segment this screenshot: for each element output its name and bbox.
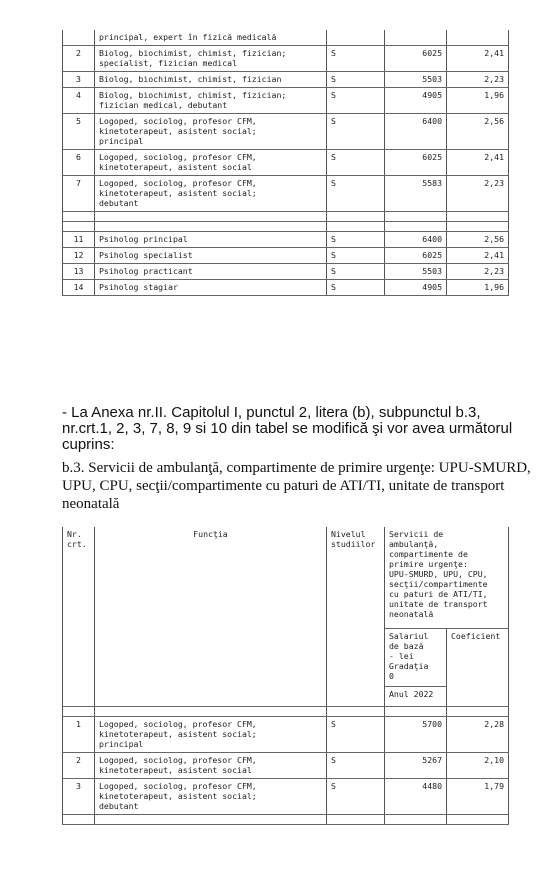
header-anul: Anul 2022 [385, 687, 447, 707]
coefficient-cell: 2,41 [447, 248, 509, 264]
header-nivelul-studiilor: Nivelul studiilor [327, 527, 385, 707]
header-coeficient: Coeficient [447, 629, 509, 707]
row-number: 6 [63, 150, 95, 176]
row-number: 2 [63, 753, 95, 779]
function-cell: Biolog, biochimist, chimist, fizician [95, 72, 327, 88]
base-salary-cell: 5583 [385, 176, 447, 212]
header-nr: Nr. crt. [63, 527, 95, 707]
table-row [63, 280, 509, 296]
salary-table-continued [62, 30, 509, 296]
table-gap-row [63, 212, 509, 222]
coefficient-cell: 2,41 [447, 46, 509, 72]
table-row [63, 176, 509, 212]
study-level-cell: S [327, 72, 385, 88]
base-salary-cell: 6025 [385, 46, 447, 72]
function-cell: Logoped, sociolog, profesor CFM, kinetoterapeut, asistent social [95, 753, 327, 779]
study-level-cell: S [327, 753, 385, 779]
table-gap-row [63, 815, 509, 825]
function-cell: Logoped, sociolog, profesor CFM, kinetoterapeut, asistent social; debutant [95, 779, 327, 815]
coefficient-cell: 1,96 [447, 88, 509, 114]
table-header-row [63, 527, 509, 629]
function-cell: Biolog, biochimist, chimist, fizician; fizician medical, debutant [95, 88, 327, 114]
base-salary-cell: 6025 [385, 150, 447, 176]
table-row [63, 30, 509, 46]
function-cell: Psiholog stagiar [95, 280, 327, 296]
base-salary-cell: 6025 [385, 248, 447, 264]
header-functia: Funcţia [95, 527, 327, 707]
coefficient-cell: 1,79 [447, 779, 509, 815]
row-number: 4 [63, 88, 95, 114]
table-row [63, 150, 509, 176]
table-gap-row [63, 222, 509, 232]
function-cell: Logoped, sociolog, profesor CFM, kinetoterapeut, asistent social; debutant [95, 176, 327, 212]
study-level-cell: S [327, 114, 385, 150]
section-heading: b.3. Servicii de ambulanţă, compartimente de primire urgenţe: UPU-SMURD, UPU, CPU, secţii/compartimente cu paturi de ATI/TI, unitate de transport neonatală [62, 460, 531, 512]
table-row [63, 232, 509, 248]
base-salary-cell: 5267 [385, 753, 447, 779]
row-number: 2 [63, 46, 95, 72]
study-level-cell: S [327, 717, 385, 753]
coefficient-cell: 2,23 [447, 176, 509, 212]
row-number: 11 [63, 232, 95, 248]
coefficient-cell: 2,28 [447, 717, 509, 753]
function-cell: Psiholog principal [95, 232, 327, 248]
function-cell: Psiholog specialist [95, 248, 327, 264]
table-gap-row [63, 707, 509, 717]
base-salary-cell: 6400 [385, 232, 447, 248]
function-cell: Logoped, sociolog, profesor CFM, kinetoterapeut, asistent social [95, 150, 327, 176]
row-number: 13 [63, 264, 95, 280]
study-level-cell: S [327, 176, 385, 212]
base-salary-cell: 4905 [385, 280, 447, 296]
base-salary-cell: 6400 [385, 114, 447, 150]
base-salary-cell: 5503 [385, 72, 447, 88]
row-number: 5 [63, 114, 95, 150]
coefficient-cell: 2,23 [447, 72, 509, 88]
study-level-cell: S [327, 779, 385, 815]
row-number: 14 [63, 280, 95, 296]
study-level-cell: S [327, 280, 385, 296]
base-salary-cell: 5503 [385, 264, 447, 280]
coefficient-cell: 2,41 [447, 150, 509, 176]
study-level-cell: S [327, 88, 385, 114]
header-servicii: Servicii de ambulanţă, compartimente de primire urgenţe: UPU-SMURD, UPU, CPU, secţii/compartimente cu paturi de ATI/TI, unitate de transport neonatală [385, 527, 509, 629]
table-row [63, 114, 509, 150]
row-number: 1 [63, 717, 95, 753]
table-row [63, 717, 509, 753]
row-number: 3 [63, 72, 95, 88]
table-row [63, 753, 509, 779]
coefficient-cell: 2,56 [447, 114, 509, 150]
coefficient-cell: 1,96 [447, 280, 509, 296]
table-row [63, 88, 509, 114]
function-cell: principal, expert în fizică medicală [95, 30, 327, 46]
amendment-note: - La Anexa nr.II. Capitolul I, punctul 2, litera (b), subpunctul b.3, nr.crt.1, 2, 3, 7, 8, 9 si 10 din tabel se modifică şi vor avea următorul cuprins: [62, 404, 513, 453]
table-row [63, 264, 509, 280]
study-level-cell: S [327, 150, 385, 176]
table-row [63, 46, 509, 72]
study-level-cell: S [327, 232, 385, 248]
row-number: 7 [63, 176, 95, 212]
function-cell: Logoped, sociolog, profesor CFM, kinetoterapeut, asistent social; principal [95, 114, 327, 150]
study-level-cell: S [327, 46, 385, 72]
table-row [63, 779, 509, 815]
function-cell: Psiholog practicant [95, 264, 327, 280]
row-number: 3 [63, 779, 95, 815]
base-salary-cell: 4905 [385, 88, 447, 114]
coefficient-cell: 2,56 [447, 232, 509, 248]
coefficient-cell: 2,10 [447, 753, 509, 779]
header-salariul: Salariul de bază - lei Gradaţia 0 [385, 629, 447, 687]
table-row [63, 248, 509, 264]
base-salary-cell: 4480 [385, 779, 447, 815]
base-salary-cell: 5700 [385, 717, 447, 753]
salary-table-b3 [62, 527, 509, 825]
coefficient-cell: 2,23 [447, 264, 509, 280]
row-number: 12 [63, 248, 95, 264]
function-cell: Logoped, sociolog, profesor CFM, kinetoterapeut, asistent social; principal [95, 717, 327, 753]
study-level-cell: S [327, 248, 385, 264]
function-cell: Biolog, biochimist, chimist, fizician; specialist, fizician medical [95, 46, 327, 72]
table-row [63, 72, 509, 88]
study-level-cell: S [327, 264, 385, 280]
